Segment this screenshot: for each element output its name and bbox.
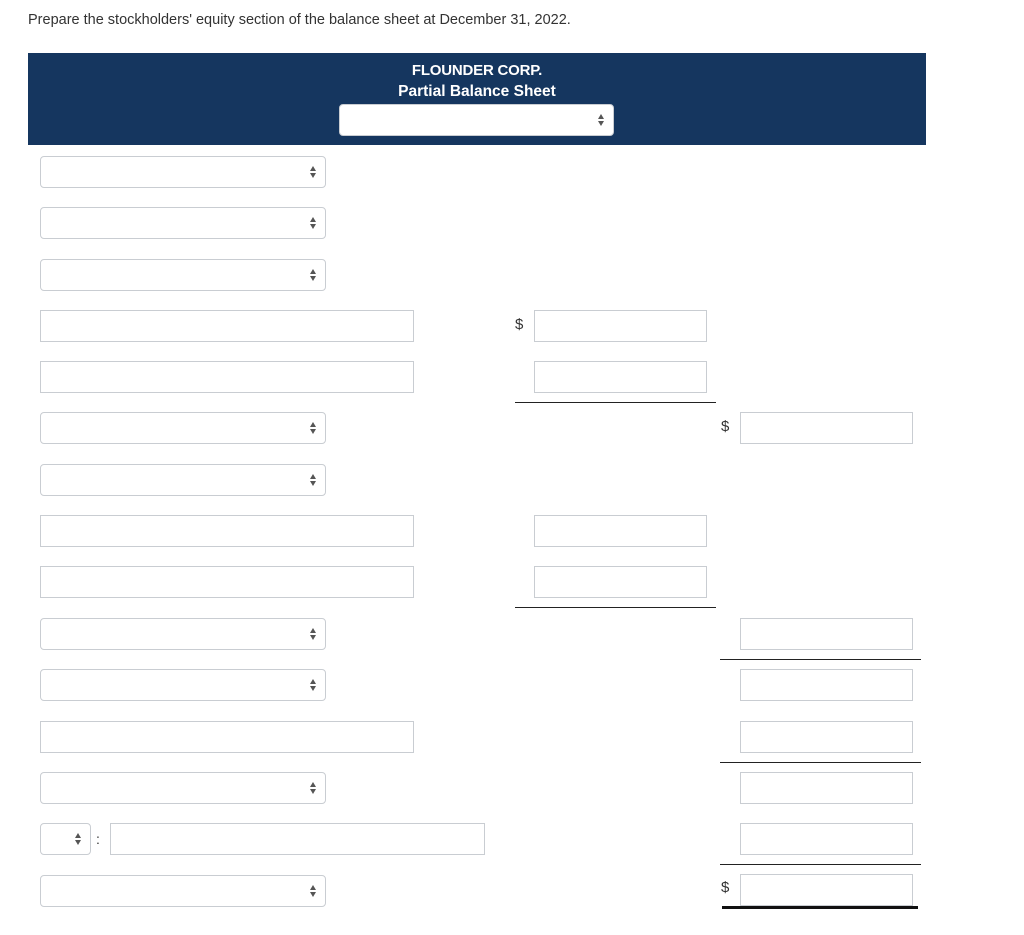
amount-input-col2-6[interactable] [740, 412, 913, 444]
account-select-11[interactable] [40, 669, 326, 701]
adjustment-type-select[interactable] [40, 823, 91, 855]
account-select-6[interactable] [40, 412, 326, 444]
statement-header [28, 53, 926, 145]
amount-input-col2-11[interactable] [740, 669, 913, 701]
date-select[interactable] [339, 104, 614, 136]
instruction-text: Prepare the stockholders' equity section of the balance sheet at December 31, 2022. [28, 12, 571, 28]
currency-symbol: $ [515, 316, 524, 333]
select-arrows-icon [598, 113, 606, 127]
currency-symbol: $ [721, 418, 730, 435]
account-select-2[interactable] [40, 207, 326, 239]
account-label-input-12[interactable] [40, 721, 414, 753]
amount-input-col2-12[interactable] [740, 721, 913, 753]
amount-input-col1-5[interactable] [534, 361, 707, 393]
account-select-1[interactable] [40, 156, 326, 188]
account-label-input-8[interactable] [40, 515, 414, 547]
select-arrows-icon [310, 165, 318, 179]
account-select-15[interactable] [40, 875, 326, 907]
select-arrows-icon [310, 473, 318, 487]
total-amount-input[interactable] [740, 874, 913, 906]
select-arrows-icon [310, 216, 318, 230]
amount-input-col1-9[interactable] [534, 566, 707, 598]
account-label-input-9[interactable] [40, 566, 414, 598]
statement-title: Partial Balance Sheet [398, 83, 556, 100]
select-arrows-icon [75, 832, 83, 846]
select-arrows-icon [310, 268, 318, 282]
subtotal-rule [720, 864, 921, 865]
amount-input-col2-13[interactable] [740, 772, 913, 804]
account-select-7[interactable] [40, 464, 326, 496]
select-arrows-icon [310, 627, 318, 641]
select-arrows-icon [310, 781, 318, 795]
colon-separator: : [96, 831, 100, 847]
subtotal-rule [720, 659, 921, 660]
company-name: FLOUNDER CORP. [411, 62, 543, 79]
select-arrows-icon [310, 884, 318, 898]
account-select-13[interactable] [40, 772, 326, 804]
amount-input-col2-10[interactable] [740, 618, 913, 650]
account-select-3[interactable] [40, 259, 326, 291]
amount-input-col1-8[interactable] [534, 515, 707, 547]
account-select-10[interactable] [40, 618, 326, 650]
subtotal-rule [720, 762, 921, 763]
account-label-input-4[interactable] [40, 310, 414, 342]
currency-symbol: $ [721, 879, 730, 896]
total-double-rule [722, 906, 918, 909]
amount-input-col1-4[interactable] [534, 310, 707, 342]
subtotal-rule [515, 402, 716, 403]
select-arrows-icon [310, 678, 318, 692]
account-label-input-5[interactable] [40, 361, 414, 393]
adjustment-label-input[interactable] [110, 823, 485, 855]
amount-input-col2-14[interactable] [740, 823, 913, 855]
subtotal-rule [515, 607, 716, 608]
select-arrows-icon [310, 421, 318, 435]
